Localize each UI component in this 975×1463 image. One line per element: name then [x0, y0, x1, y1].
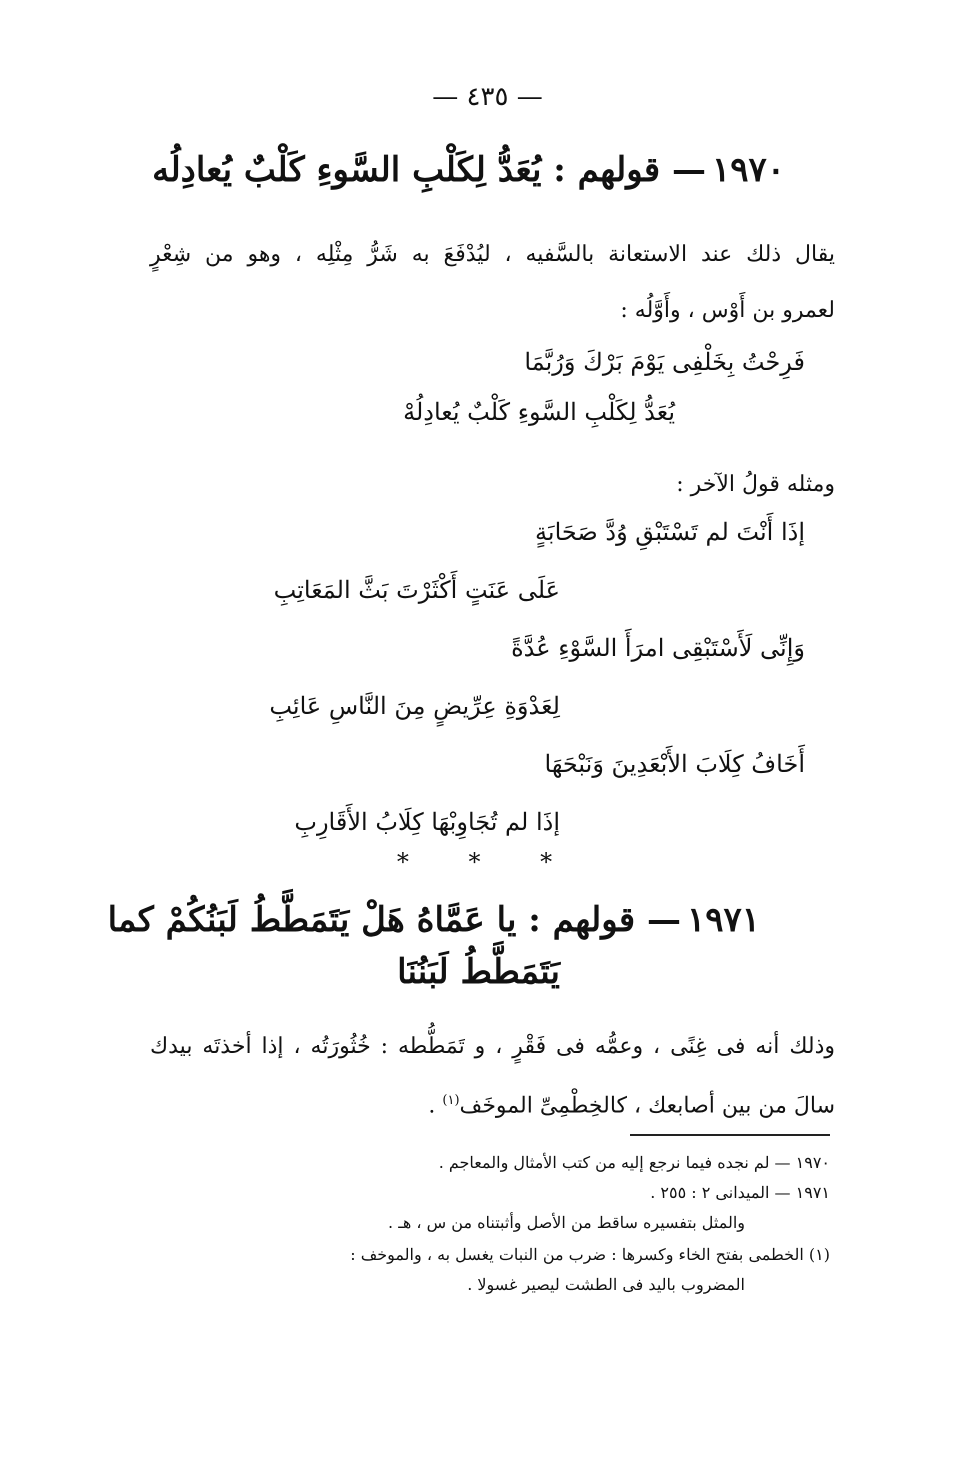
verse-7: أَخَافُ كِلَابَ الأَبْعَدِينَ وَنَبْحَهَا: [544, 750, 805, 778]
footnote-rule: [630, 1134, 830, 1136]
intro-other-poet: ومثله قولُ الآخر :: [676, 472, 835, 497]
entry-1970-heading: [150, 150, 785, 190]
entry-1970-text-line2: لعمرو بن أَوْس ، وأَوَّلُه :: [620, 298, 835, 323]
entry-1971-title-line2: يَتَمَطَّطُ لَبَنُنَا: [397, 952, 560, 992]
footnote-marker: (١): [442, 1093, 460, 1108]
footnote-1-line2: المضروب باليد فى الطشت ليصير غسولا .: [467, 1275, 745, 1294]
footnote-1971-note: والمثل بتفسيره ساقط من الأصل وأثبتناه من س ، هـ .: [388, 1213, 745, 1232]
verse-5: وَإِنِّى لَأَسْتَبْقِى امرَأَ السَّوْءِ عُدَّةً: [511, 634, 805, 662]
page-number: — ٤٣٥ —: [432, 82, 543, 112]
footnote-1-line1: (١) الخطمى بفتح الخاء وكسرها : ضرب من النبات يغسل به ، والموخف :: [350, 1245, 830, 1264]
entry-1971-title-line1: — قولهم : يا عَمَّاهُ هَلْ يَتَمَطَّطُ لَبَنُكُمْ كما: [107, 900, 681, 940]
entry-1971-heading: [107, 900, 760, 940]
section-separator: * * *: [396, 848, 579, 876]
entry-1971-text-line1: وذلك أنه فى غِنًى ، وعمُّه فى فَقْرٍ ، و تَمَطُّطه : خُثُورَتُه ، إذا أخذتَه بيدك: [150, 1034, 835, 1059]
entry-1970-text-line1: يقال ذلك عند الاستعانة بالسَّفيه ، ليُدْفَعَ به شَرُّ مِثْلِه ، وهو من شِعْرٍ: [150, 242, 835, 267]
entry-1971-text-line2-body: سالَ من بين أصابعك ، كالخِطْمِىِّ الموخَف: [459, 1093, 835, 1119]
entry-1971-text-line2: [150, 1078, 835, 1129]
verse-4: عَلَى عَنَتٍ أَكْثَرْتَ بَثَّ المَعَاتِبِ: [273, 576, 560, 604]
entry-1970-number: ١٩٧٠: [711, 150, 785, 190]
verse-6: لِعَدْوَةِ عِرِّيضٍ مِنَ النَّاسِ عَائِبِ: [269, 692, 560, 720]
verse-3: إذَا أَنْتَ لم تَسْتَبْقِ وُدَّ صَحَابَةٍ: [535, 518, 805, 546]
verse-2: يُعَدُّ لِكَلْبِ السَّوءِ كَلْبٌ يُعادِلُهْ: [403, 398, 675, 426]
verse-1: فَرِحْتُ بِخَلْفِى يَوْمَ بَرْكَ وَرُبَّمَا: [524, 348, 805, 376]
entry-1971-number: ١٩٧١: [686, 900, 760, 940]
entry-1971-text-end: .: [428, 1093, 443, 1119]
entry-1970-title: — قولهم : يُعَدُّ لِكَلْبِ السَّوءِ كَلْبٌ يُعادِلُه: [152, 150, 706, 190]
footnote-1971: ١٩٧١ — الميدانى ٢ : ٢٥٥ .: [650, 1183, 830, 1202]
verse-8: إذَا لم تُجَاوِبْهَا كِلَابُ الأَقَارِبِ: [294, 808, 560, 836]
footnote-1970: ١٩٧٠ — لم نجده فيما نرجع إليه من كتب الأمثال والمعاجم .: [438, 1153, 830, 1172]
